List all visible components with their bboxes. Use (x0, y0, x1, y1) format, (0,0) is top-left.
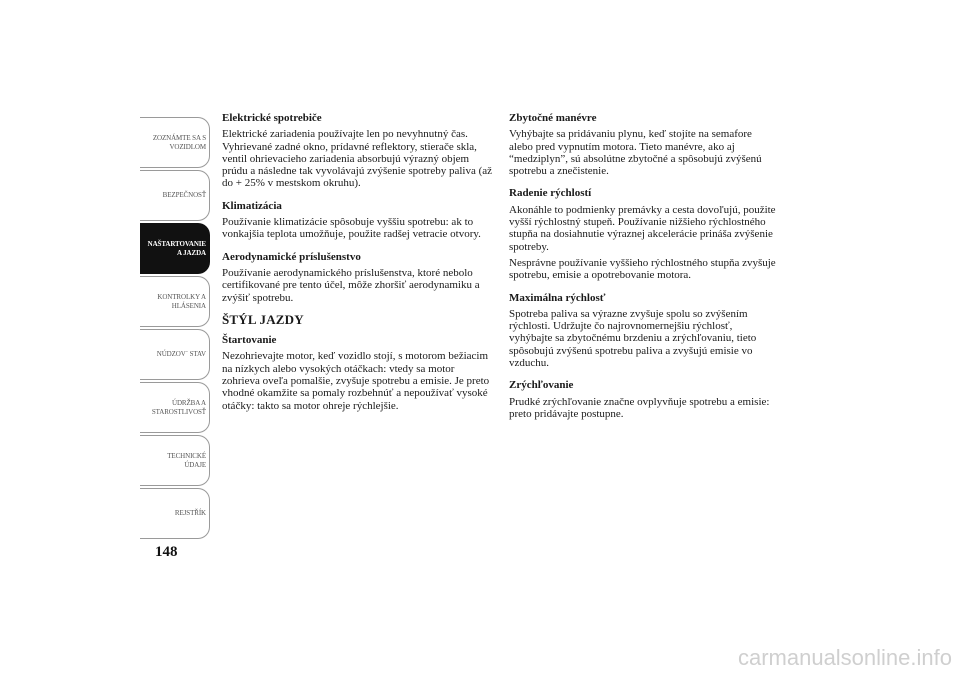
page-number: 148 (155, 544, 178, 560)
text-max-speed: Spotreba paliva sa výrazne zvyšuje spolu so zvýšením rýchlosti. Udržujte čo najrovnomernejšiu rýchlosť, vyhýbajte sa zbytočnému brzdeniu a zrýchľovaniu, tieto spôsobujú zvýšenú spotrebu paliva a zvyšujú emisie vo vzduchu. (509, 307, 757, 370)
heading-unnecessary-manoeuvres: Zbytočné manévre (509, 112, 597, 124)
section-tab-label: ÚDRŽBA A (171, 398, 206, 407)
section-tab-label: STAROSTLIVOSŤ (151, 407, 206, 416)
section-tab-4[interactable] (140, 276, 210, 327)
heading-starting: Štartovanie (222, 334, 277, 347)
heading-electrical-appliances: Elektrické spotrebiče (222, 112, 322, 124)
section-tab-label: KONTROLKY A (157, 292, 206, 301)
text-air-conditioning: Používanie klimatizácie spôsobuje vyššiu spotrebu: ak to vonkajšia teplota umožňuje, použite radšej vetracie otvory. (222, 216, 481, 241)
section-tab-label: A JAZDA (176, 248, 206, 257)
heading-max-speed: Maximálna rýchlosť (509, 291, 606, 304)
text-gear-shifting-a: Akonáhle to podmienky premávky a cesta dovoľujú, použite vyšší rýchlostný stupeň. Používanie nižšieho rýchlostného stupňa na dosiahnutie výraznej akcelerácie prináša zvýšenie spotreby. (509, 203, 776, 253)
section-tab-8[interactable] (140, 488, 210, 539)
section-tab-2[interactable] (140, 170, 210, 221)
section-tab-label: NAŠTARTOVANIE (147, 239, 206, 248)
section-tab-5[interactable] (140, 329, 210, 380)
section-tabs (140, 117, 210, 541)
text-gear-shifting-b: Nesprávne používanie vyššieho rýchlostného stupňa zvyšuje spotrebu, emisie a opotrebovanie motora. (509, 256, 776, 282)
heading-air-conditioning: Klimatizácia (222, 199, 282, 212)
text-unnecessary-manoeuvres: Vyhýbajte sa pridávaniu plynu, keď stojíte na semafore alebo pred vypnutím motora. Tieto manévre, ako aj “medziplyn”, sú absolútne zbytočné a spôsobujú zvýšenú spotrebu a znečistenie. (509, 128, 762, 178)
text-starting: Nezohrievajte motor, keď vozidlo stojí, s motorom bežiacim na nízkych alebo vysokých otáčkach: vtedy sa motor zohrieva oveľa pomalšie, zvyšuje spotrebu a emisie. Je preto vhodné okamžite sa pomaly rozbehnúť a nepoužívať vysoké otáčky: takto sa motor ohreje rýchlejšie. (222, 350, 490, 412)
section-tab-label: REJSTŘÍK (174, 509, 206, 517)
section-tab-label: ÚDAJE (184, 460, 206, 469)
section-tab-label: HLÁSENIA (171, 301, 206, 310)
section-tab-6[interactable] (140, 382, 210, 433)
section-tab-label: BEZPEČNOSŤ (162, 191, 206, 199)
text-acceleration: Prudké zrýchľovanie značne ovplyvňuje spotrebu a emisie: preto pridávajte postupne. (509, 395, 770, 420)
heading-driving-style: ŠTÝL JAZDY (222, 311, 304, 327)
heading-gear-shifting: Radenie rýchlostí (509, 187, 592, 200)
left-column (222, 112, 492, 422)
section-tab-label: NÚDZOV´ STAV (156, 350, 206, 358)
section-tab-label: TECHNICKÉ (167, 451, 206, 460)
watermark-logo: carmanualsonline.info (737, 645, 952, 670)
section-tab-label: ZOZNÁMTE SA S (152, 133, 206, 142)
text-electrical-appliances: Elektrické zariadenia používajte len po nevyhnutný čas. Vyhrievané zadné okno, prídavné reflektory, stierače skla, ventil ohrievacieho zariadenia absorbujú výrazný objem prúdu a následne tak vyvolávajú zvýšenie spotreby paliva (až do + 25% v mestskom okruhu). (222, 128, 493, 190)
section-tab-1[interactable] (140, 117, 210, 168)
section-tab-label: VOZIDLOM (169, 142, 206, 151)
heading-aerodynamic-accessories: Aerodynamické príslušenstvo (222, 250, 361, 263)
right-column (509, 112, 777, 430)
text-aerodynamic-accessories: Používanie aerodynamického príslušenstva, ktoré nebolo certifikované pre tento účel, môže zhoršiť aerodynamiku a zvýšiť spotrebu. (222, 266, 480, 304)
heading-acceleration: Zrýchľovanie (509, 379, 574, 392)
section-tab-7[interactable] (140, 435, 210, 486)
section-tab-3[interactable] (140, 223, 210, 274)
